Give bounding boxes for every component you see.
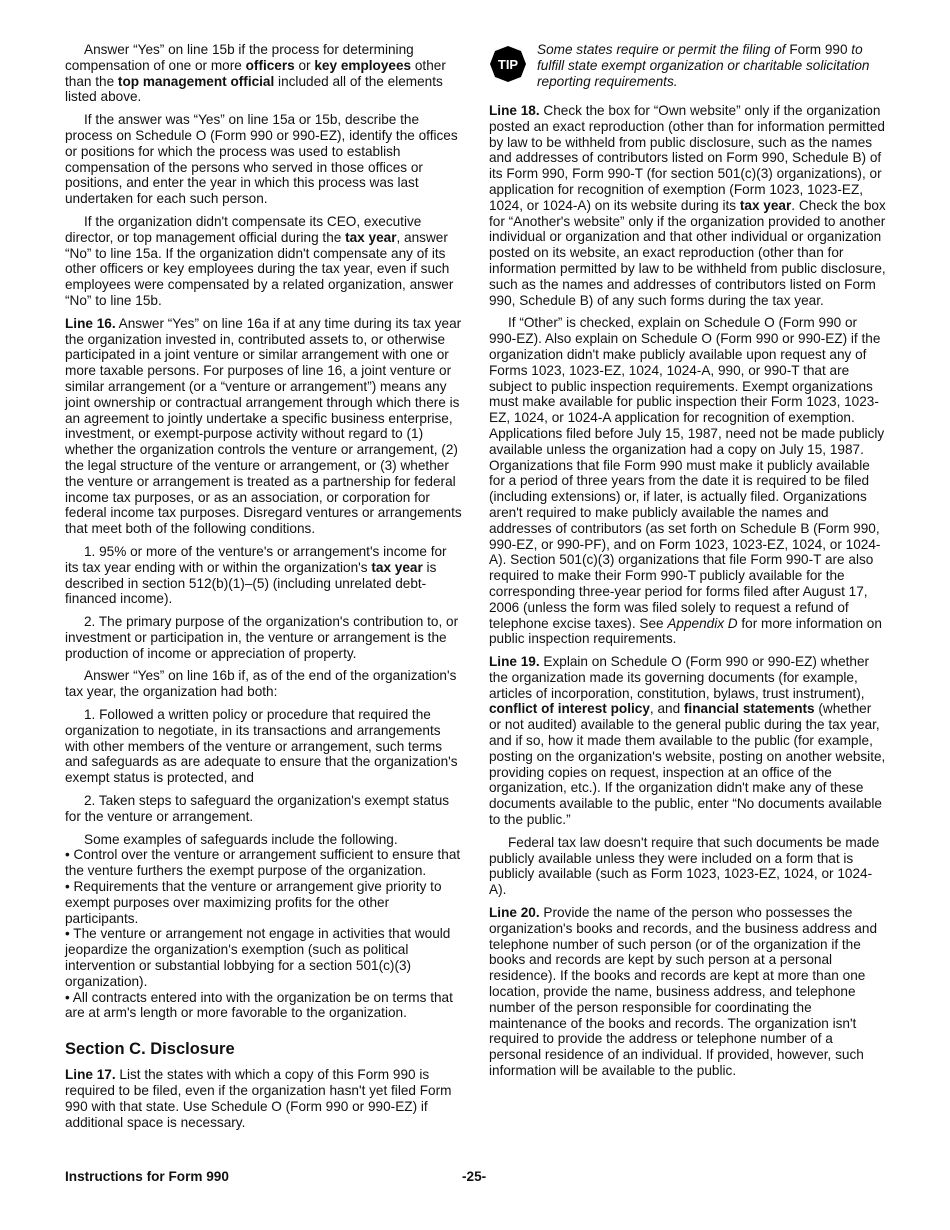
line15-describe-paragraph: If the answer was “Yes” on line 15a or 15b, describe the process on Schedule O (Form 990 or 990-EZ), identify the offices or positions for which the process was used to establish compensation of the persons who served in those offices or positions, and enter the year in which this process was last undertaken for each such person.: [65, 112, 458, 207]
safeguards-list: [65, 832, 463, 1022]
safeguard-bullet: • The venture or arrangement not engage in activities that would jeopardize the organization's exemption (such as political intervention or substantial lobbying for a section 501(c)(3) organization).: [65, 926, 451, 989]
right-column: [489, 42, 886, 1086]
tip-icon-label: TIP: [497, 57, 519, 72]
line19-federal-law-paragraph: Federal tax law doesn't require that such documents be made publicly available unless they were included on a form that is publicly available (such as Form 1023, 1023-EZ, 1024, or 1024-A).: [489, 834, 880, 898]
line17-label: Line 17.: [65, 1067, 116, 1083]
left-column: [65, 42, 463, 1137]
line16-condition-1: 1. 95% or more of the venture's or arrangement's income for its tax year ending with or within the organization's tax year is described in section 512(b)(1)–(5) (including unrelated debt-financed income).: [65, 543, 447, 607]
line19-paragraph: Line 19. Explain on Schedule O (Form 990 or 990-EZ) whether the organization made its governing documents (for example, articles of incorporation, constitution, bylaws, trust instrument), conflict of interest policy, and financial statements (whether or not audited) available to the general public during the tax year, and if so, how it made them available to the public (for example, posting on the organization's website, posting on another website, providing copies on request, inspection at an office of the organization, etc.). If the organization didn't make any of these documents available to the public, enter “No documents available to the public.”: [489, 654, 886, 828]
section-c-heading: Section C. Disclosure: [65, 1040, 235, 1059]
tip-text: Some states require or permit the filing of Form 990 to fulfill state exempt organization or charitable solicitation reporting requirements.: [537, 42, 870, 89]
line20-paragraph: Line 20. Provide the name of the person who possesses the organization's books and records, and the business address and telephone number of such person (or of the organization if the books and records are kept by such person at a personal residence). If the books and records are kept at more than one location, provide the name, business address, and telephone number of the person responsible for coordinating the maintenance of the books and records. The organization isn't required to provide the address or telephone number of a personal residence of an individual. If provided, however, such information will be available to the public.: [489, 905, 877, 1079]
line16b-paragraph: Answer “Yes” on line 16b if, as of the end of the organization's tax year, the organization had both:: [65, 668, 457, 700]
line18-other-paragraph: If “Other” is checked, explain on Schedule O (Form 990 or 990-EZ). Also explain on Schedule O (Form 990 or 990-EZ) if the organization didn't make publicly available upon request any of Forms 1023, 1023-EZ, 1024, 1024-A, 990, or 990-T that are subject to public inspection requirements. Exempt organizations must make available for public inspection their Form 1023, 1023-EZ, 1024, or 1024-A application for recognition of exemption. Applications filed before July 15, 1987, need not be made publicly available unless the organization had a copy on July 15, 1987. Organizations that file Form 990 must make it publicly available for a period of three years from the date it is required to be filed (including extensions) or, if later, is actually filed. Organizations aren't required to make publicly available the names and addresses of contributors (as set forth on Schedule B (Form 990, 990-EZ, or 990-PF), and on Form 1023, 1023-EZ, 1024, or 1024-A). Section 501(c)(3) organizations that file Form 990-T are also required to make their Form 990-T publicly available for the corresponding three-year period for forms filed after August 17, 2006 (unless the form was filed solely to request a refund of telephone excise taxes). See Appendix D for more information on public inspection requirements.: [489, 315, 885, 647]
safeguard-bullet: • Control over the venture or arrangement sufficient to ensure that the venture furthers the exempt purpose of the organization.: [65, 847, 461, 879]
line18-paragraph: Line 18. Check the box for “Own website” only if the organization posted an exact reproduction (other than for information permitted by law to be withheld from public disclosure, such as the names and addresses of contributors listed on Form 990, Schedule B) of its Form 990, Form 990-T (for section 501(c)(3) organizations), or application for recognition of exemption (Form 1023, 1023-EZ, 1024, or 1024-A) on its website during its tax year. Check the box for “Another's website” only if the organization provided to another individual or organization and that other individual or organization posted on its website, an exact reproduction (other than for information permitted by law to be withheld from public disclosure, such as the names and addresses of contributors listed on Form 990, Schedule B) of any such forms during the tax year.: [489, 103, 886, 308]
page-number: -25-: [462, 1169, 487, 1184]
safeguard-bullet: • Requirements that the venture or arrangement give priority to exempt purposes over maximizing profits for the other participants.: [65, 879, 442, 926]
line16-paragraph: Line 16. Answer “Yes” on line 16a if at any time during its tax year the organization invested in, contributed assets to, or otherwise participated in a joint venture or similar arrangement with one or more taxable persons. For purposes of line 16, a joint venture or similar arrangement (or a “venture or arrangement”) means any joint ownership or contractual arrangement through which there is an agreement to jointly undertake a specific business enterprise, investment, or exempt-purpose activity without regard to (1) whether the organization controls the venture or arrangement, (2) the legal structure of the venture or arrangement, or (3) whether the venture or arrangement is treated as a partnership for federal income tax purposes, or as an association, or corporation for federal income tax purposes. Disregard ventures or arrangements that meet both of the following conditions.: [65, 315, 462, 537]
safeguard-bullet: • All contracts entered into with the organization be on terms that are at arm's length or more favorable to the organization.: [65, 989, 453, 1021]
line17-paragraph: Line 17. List the states with which a copy of this Form 990 is required to be filed, even if the organization hasn't yet filed Form 990 with that state. Use Schedule O (Form 990 or 990-EZ) if additional space is necessary.: [65, 1067, 452, 1130]
line18-label: Line 18.: [489, 103, 540, 118]
line16-condition-2: 2. The primary purpose of the organization's contribution to, or investment or participation in, the venture or arrangement is the production of income or appreciation of property.: [65, 614, 459, 661]
line16b-requirement-1: 1. Followed a written policy or procedure that required the organization to negotiate, in its transactions and arrangements with other members of the venture or arrangement, such terms and safeguards as are adequate to ensure that the organization's exempt status is protected, and: [65, 707, 458, 786]
tip-callout: [489, 42, 886, 90]
safeguards-intro: Some examples of safeguards include the following.: [84, 831, 398, 847]
footer-title: Instructions for Form 990: [65, 1169, 229, 1184]
line15-no-compensation-paragraph: If the organization didn't compensate its CEO, executive director, or top management official during the tax year, answer “No” to line 15a. If the organization didn't compensate any of its other officers or key employees during the tax year, even if such employees were compensated by a related organization, answer “No” to line 15b.: [65, 213, 454, 308]
line19-label: Line 19.: [489, 654, 540, 670]
line16-label: Line 16.: [65, 315, 116, 331]
line15b-answer-paragraph: Answer “Yes” on line 15b if the process for determining compensation of one or more officers or key employees other than the top management official included all of the elements listed above.: [65, 42, 446, 105]
tip-icon: [489, 45, 527, 83]
line16b-requirement-2: 2. Taken steps to safeguard the organization's exempt status for the venture or arrangement.: [65, 793, 450, 824]
line20-label: Line 20.: [489, 905, 540, 921]
